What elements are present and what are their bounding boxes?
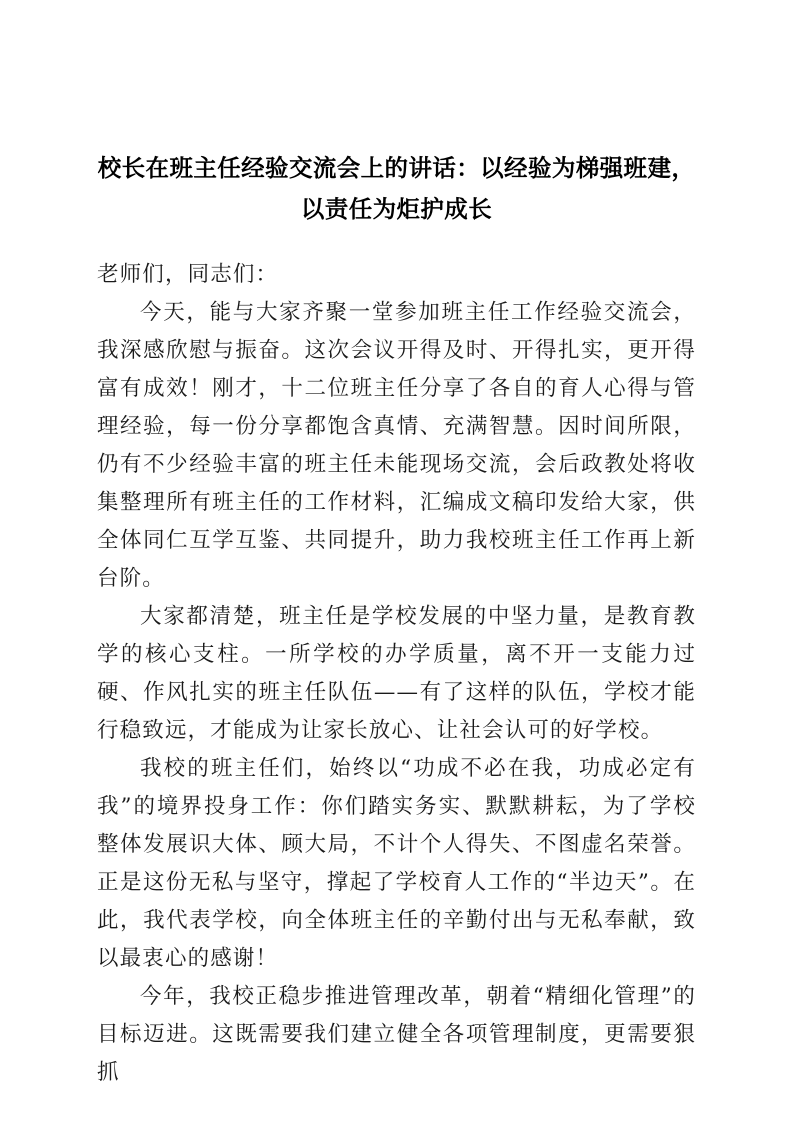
body-paragraph-3: 我校的班主任们，始终以“功成不必在我，功成必定有我”的境界投身工作：你们踏实务实、默默耕耘，为了学校整体发展识大体、顾大局，不计个人得失、不图虚名荣誉。正是这份无私与坚守，撑起了学校育人工作的“半边天”。在此，我代表学校，向全体班主任的辛勤付出与无私奉献，致以最衷心的感谢！ bbox=[97, 756, 696, 971]
title-line-2: 以责任为炬护成长 bbox=[300, 195, 493, 223]
page-title bbox=[97, 148, 696, 230]
salutation-line: 老师们，同志们： bbox=[97, 262, 279, 287]
title-line-1: 校长在班主任经验交流会上的讲话：以经验为梯强班建， bbox=[97, 154, 696, 182]
body-paragraph-4: 今年，我校正稳步推进管理改革，朝着“精细化管理”的目标迈进。这既需要我们建立健全各项管理制度，更需要狠抓 bbox=[97, 984, 696, 1085]
body-paragraph-2: 大家都清楚，班主任是学校发展的中坚力量，是教育教学的核心支柱。一所学校的办学质量，离不开一支能力过硬、作风扎实的班主任队伍——有了这样的队伍，学校才能行稳致远，才能成为让家长放心、让社会认可的好学校。 bbox=[97, 604, 696, 743]
document-body bbox=[97, 256, 696, 1092]
document-content bbox=[97, 148, 696, 1092]
body-paragraph-1: 今天，能与大家齐聚一堂参加班主任工作经验交流会，我深感欣慰与振奋。这次会议开得及时、开得扎实，更开得富有成效！刚才，十二位班主任分享了各自的育人心得与管理经验，每一份分享都饱含真情、充满智慧。因时间所限，仍有不少经验丰富的班主任未能现场交流，会后政教处将收集整理所有班主任的工作材料，汇编成文稿印发给大家，供全体同仁互学互鉴、共同提升，助力我校班主任工作再上新台阶。 bbox=[97, 300, 696, 591]
